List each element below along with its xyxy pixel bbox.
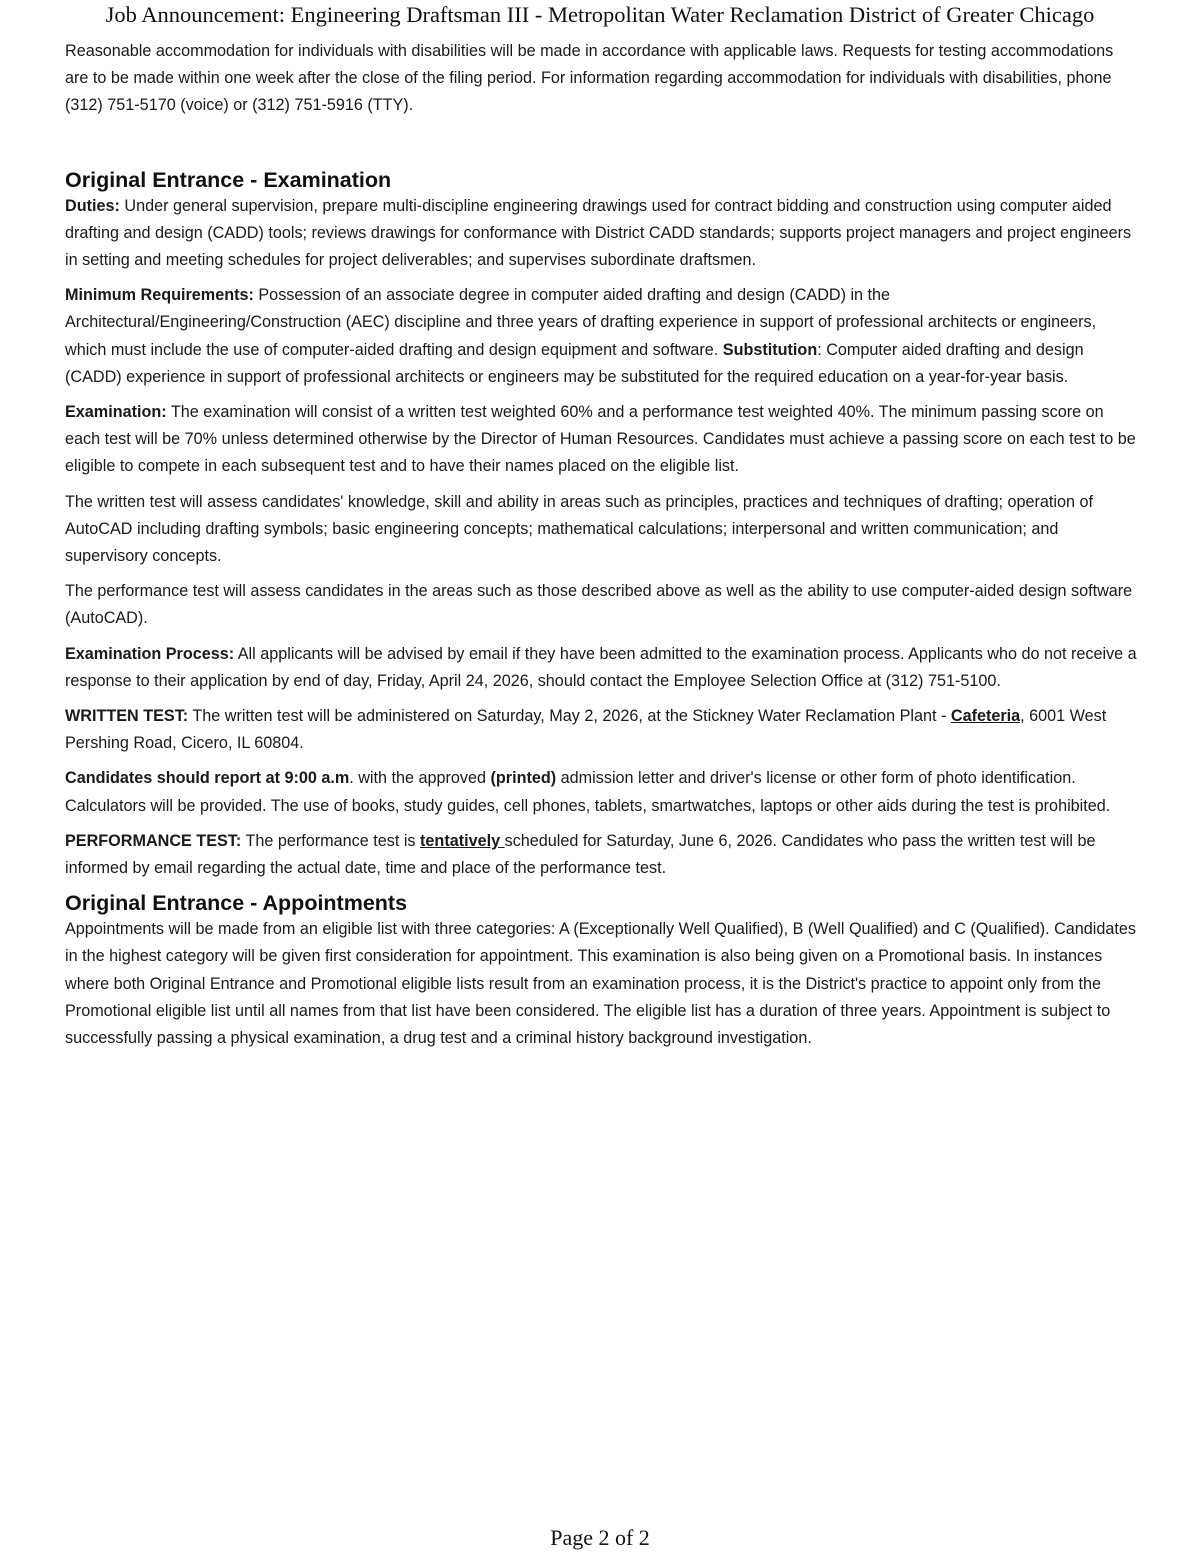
printed-label: (printed) <box>490 769 557 788</box>
examination-text: The examination will consist of a written test weighted 60% and a performance test weighted 40%. The minimum passing score on each test will be 70% unless determined otherwise by the Director of Human Resources. Candidates must achieve a passing score on each test to be eligible to compete in each subsequent test and to have their names placed on the eligible list. <box>65 403 1136 476</box>
duties-paragraph <box>65 193 1137 275</box>
examination-process-label: Examination Process: <box>65 644 235 663</box>
written-test-label: WRITTEN TEST: <box>65 707 189 726</box>
performance-test-label: PERFORMANCE TEST: <box>65 831 242 850</box>
examination-process-text: All applicants will be advised by email if they have been admitted to the examination process. Applicants who do not receive a response to their application by end of day, Friday, April 24, 2026, should contact the Employee Selection Office at (312) 751-5100. <box>65 644 1137 690</box>
substitution-label: Substitution <box>722 340 818 359</box>
report-paragraph <box>65 765 1137 819</box>
document-body <box>65 38 1137 1060</box>
duties-label: Duties: <box>65 196 120 215</box>
appointments-section-heading: Original Entrance - Appointments <box>65 891 408 916</box>
minimum-requirements-paragraph <box>65 282 1137 391</box>
performance-test-text-after: scheduled for Saturday, June 6, 2026. Candidates who pass the written test will be informed by email regarding the actual date, time and place of the performance test. <box>65 831 1096 878</box>
performance-test-paragraph <box>65 828 1137 882</box>
examination-process-paragraph <box>65 641 1137 695</box>
appointments-paragraph: Appointments will be made from an eligible list with three categories: A (Exceptionally Well Qualified), B (Well Qualified) and C (Qualified). Candidates in the highest category will be given first consideration for appointment. This examination is also being given on a Promotional basis. In instances where both Original Entrance and Promotional eligible lists result from an examination process, it is the District's practice to appoint only from the Promotional eligible list until all names from that list have been considered. The eligible list has a duration of three years. Appointment is subject to successfully passing a physical examination, a drug test and a criminal history background investigation. <box>65 920 1136 1048</box>
performance-test-text-before: The performance test is <box>241 831 421 850</box>
cafeteria-emphasis: Cafeteria <box>950 707 1021 726</box>
duties-text: Under general supervision, prepare multi-discipline engineering drawings used for contract bidding and construction using computer aided drafting and design (CADD) tools; reviews drawings for conformance with District CADD standards; supports project managers and project engineers in setting and meeting schedules for project deliverables; and supervises subordinate draftsmen. <box>65 196 1132 270</box>
page-header-title: Job Announcement: Engineering Draftsman III - Metropolitan Water Reclamation District of Greater Chicago <box>105 2 1095 27</box>
page-number-footer: Page 2 of 2 <box>550 1525 650 1550</box>
written-test-text-before: The written test will be administered on Saturday, May 2, 2026, at the Stickney Water Reclamation Plant - <box>188 707 951 726</box>
examination-label: Examination: <box>65 403 167 422</box>
accommodation-paragraph: Reasonable accommodation for individuals with disabilities will be made in accordance with applicable laws. Requests for testing accommodations are to be made within one week after the close of the filing period. For information regarding accommodation for individuals with disabilities, phone (312) 751-5170 (voice) or (312) 751-5916 (TTY). <box>65 42 1114 115</box>
written-test-text-after: , 6001 West Pershing Road, Cicero, IL 60804. <box>65 707 1107 753</box>
report-text-before: . with the approved <box>349 769 491 788</box>
substitution-text: : Computer aided drafting and design (CADD) experience in support of professional architects or engineers may be substituted for the required education on a year-for-year basis. <box>65 340 1084 386</box>
minimum-requirements-text: Possession of an associate degree in computer aided drafting and design (CADD) in the Architectural/Engineering/Construction (AEC) discipline and three years of drafting experience in support of professional architects or engineers, which must include the use of computer-aided drafting and design equipment and software. <box>65 286 1097 359</box>
minimum-requirements-label: Minimum Requirements: <box>65 286 254 305</box>
examination-paragraph <box>65 399 1137 481</box>
performance-test-description-paragraph: The performance test will assess candidates in the areas such as those described above as well as the ability to use computer-aided design software (AutoCAD). <box>65 582 1133 628</box>
report-time-label: Candidates should report at 9:00 a.m <box>65 769 350 788</box>
examination-section-heading: Original Entrance - Examination <box>65 167 392 192</box>
written-test-paragraph <box>65 703 1137 757</box>
report-text-after: admission letter and driver's license or other form of photo identification. Calculators will be provided. The use of books, study guides, cell phones, tablets, smartwatches, laptops or other aids during the test is prohibited. <box>65 769 1111 815</box>
tentatively-emphasis: tentatively <box>420 831 505 850</box>
written-test-description-paragraph: The written test will assess candidates' knowledge, skill and ability in areas such as principles, practices and techniques of drafting; operation of AutoCAD including drafting symbols; basic engineering concepts; mathematical calculations; interpersonal and written communication; and supervisory concepts. <box>65 492 1093 566</box>
